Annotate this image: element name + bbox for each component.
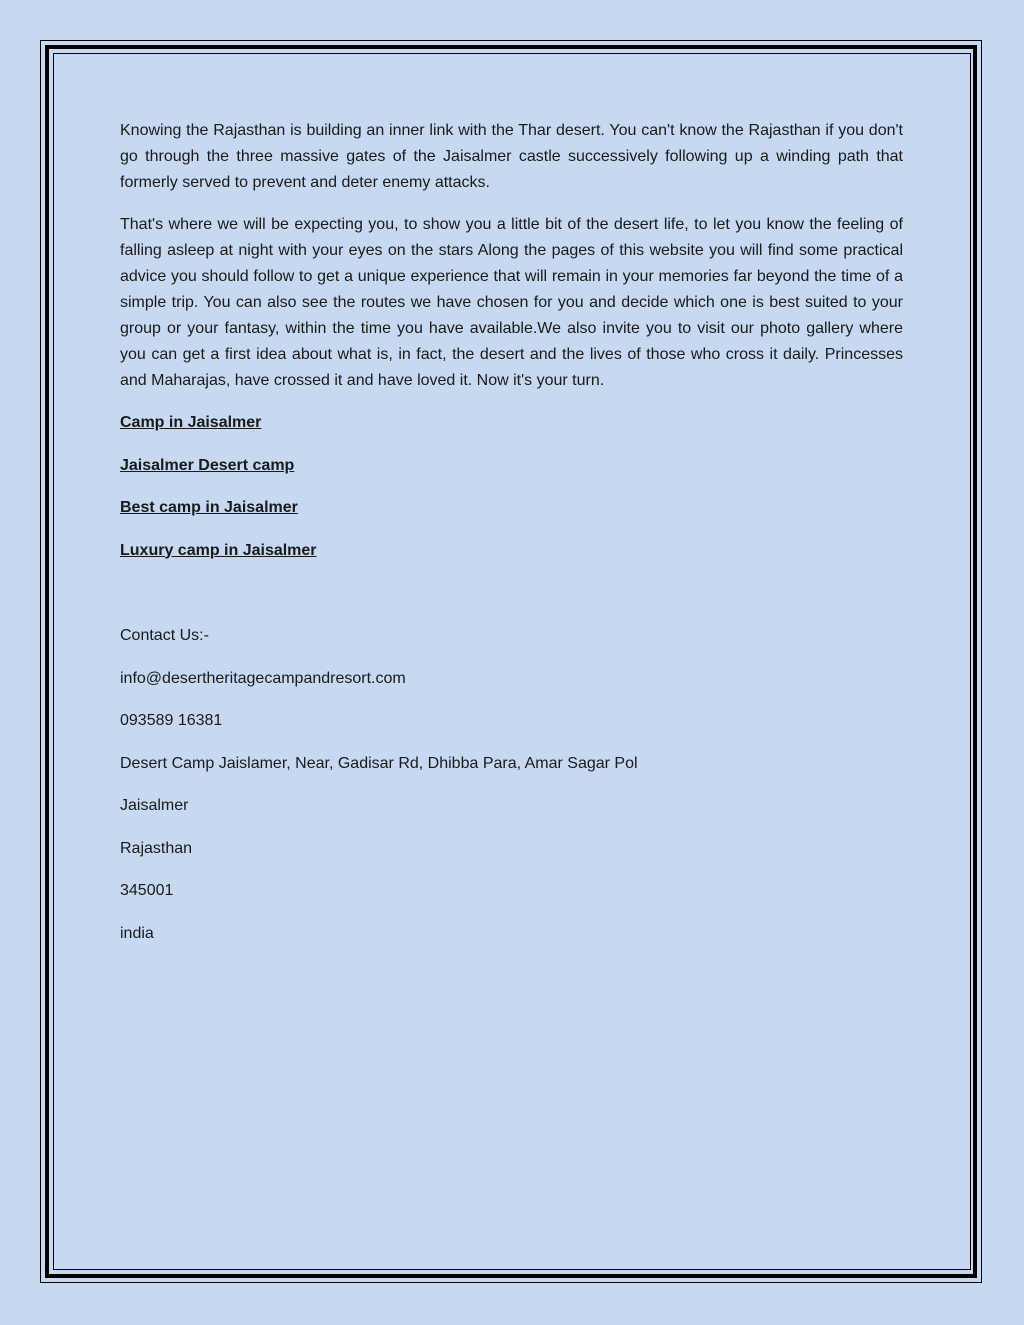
link-luxury-camp-in-jaisalmer[interactable]: Luxury camp in Jaisalmer [120,541,317,559]
contact-address: Desert Camp Jaislamer, Near, Gadisar Rd, Dhibba Para, Amar Sagar Pol [120,754,638,772]
contact-state: Rajasthan [120,839,193,857]
link-best-camp-in-jaisalmer[interactable]: Best camp in Jaisalmer [120,499,298,516]
intro-paragraph: Knowing the Rajasthan is building an inner link with the Thar desert. You can't know the Rajasthan if you don't go through the three massive gates of the Jaisalmer castle successively following up a winding path that formerly served to prevent and deter enemy attacks. [120,122,903,191]
contact-email: info@desertheritagecampandresort.com [120,669,406,687]
link-jaisalmer-desert-camp[interactable]: Jaisalmer Desert camp [120,456,295,474]
link-camp-in-jaisalmer[interactable]: Camp in Jaisalmer [120,414,262,431]
contact-pincode: 345001 [120,882,174,899]
description-paragraph: That's where we will be expecting you, to show you a little bit of the desert life, to let you know the feeling of falling asleep at night with your eyes on the stars Along the pages of this website you will find some practical advice you should follow to get a unique experience that will remain in your memories far beyond the time of a simple trip. You can also see the routes we have chosen for you and decide which one is best suited to your group or your fantasy, within the time you have available.We also invite you to visit our photo gallery where you can get a first idea about what is, in fact, the desert and the lives of those who cross it daily. Princesses and Maharajas, have crossed it and have loved it. Now it's your turn. [120,216,903,389]
contact-country: india [120,924,154,942]
contact-heading: Contact Us:- [120,627,209,644]
contact-city: Jaisalmer [120,797,189,814]
contact-phone: 093589 16381 [120,712,223,729]
section-spacer [120,580,903,623]
document-body [120,118,903,963]
